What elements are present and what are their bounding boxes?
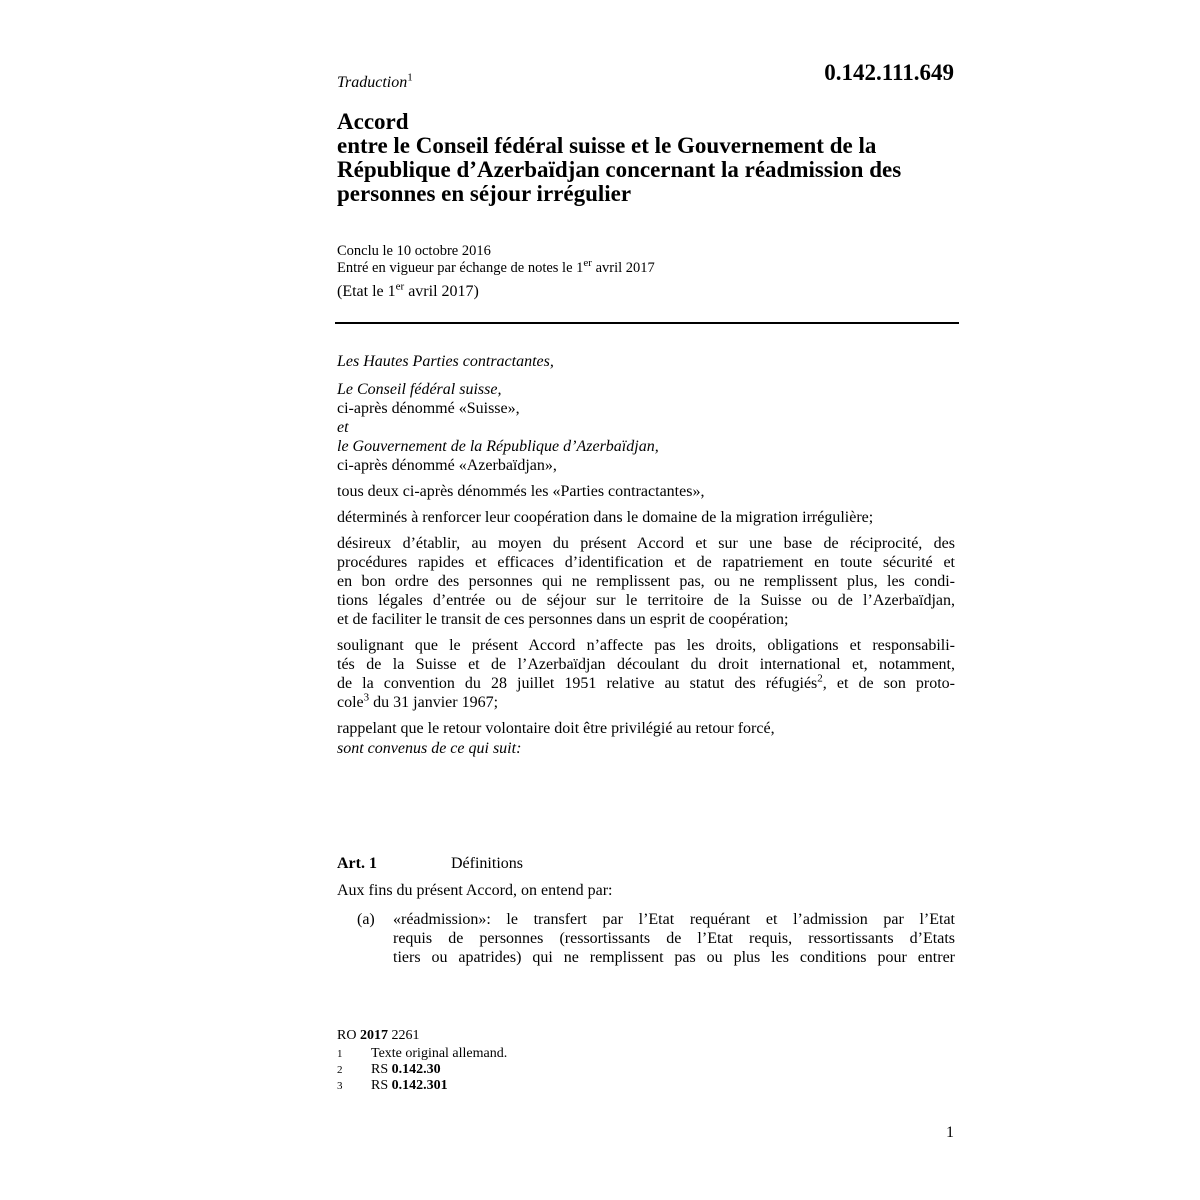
text-segment: cole — [337, 694, 364, 711]
status-suffix: avril 2017) — [404, 283, 479, 300]
article-intro: Aux fins du présent Accord, on entend par: — [337, 882, 613, 899]
title-line: Accord — [337, 109, 409, 134]
preamble-rappelant: rappelant que le retour volontaire doit être privilégié au retour forcé, — [337, 720, 775, 737]
ro-prefix: RO — [337, 1028, 360, 1043]
footnote-link[interactable]: 0.142.30 — [391, 1062, 441, 1077]
footnote-text: RS — [371, 1078, 392, 1093]
preamble-soulignant — [337, 636, 955, 712]
party-azerbaijan-definition: ci-après dénommé «Azerbaïdjan», — [337, 457, 557, 474]
preamble-contracting-parties: tous deux ci-après dénommés les «Parties contractantes», — [337, 483, 705, 500]
footnote-3 — [337, 1079, 448, 1093]
item-marker: (a) — [357, 911, 375, 928]
definition-item — [357, 910, 955, 967]
text-line — [337, 674, 955, 693]
preamble-parties-block — [337, 380, 955, 475]
text-segment: de la convention du 28 juillet 1951 relative au statut des réfugiés — [337, 675, 818, 692]
item-text — [393, 910, 955, 967]
text-line: requis de personnes (ressortissants de l’Etat requis, ressortissants d’Etats — [393, 930, 955, 947]
text-line: désireux d’établir, au moyen du présent Accord et sur une base de réciprocité, des — [337, 535, 955, 552]
footnote-link[interactable]: 0.142.301 — [391, 1078, 448, 1093]
text-line: tiers ou apatrides) qui ne remplissent pas ou plus les conditions pour entrer — [393, 949, 955, 966]
entry-text: Entré en vigueur par échange de notes le 1 — [337, 260, 584, 276]
article-heading — [337, 855, 523, 873]
ro-year: 2017 — [359, 1028, 388, 1043]
footnote-ref-2[interactable]: 2 — [817, 672, 823, 685]
text-line: soulignant que le présent Accord n’affecte pas les droits, obligations et responsabili- — [337, 637, 955, 654]
entry-into-force — [337, 257, 655, 277]
text-line — [337, 693, 955, 712]
footnote-text: Texte original allemand. — [371, 1046, 508, 1061]
text-line: et de faciliter le transit de ces personnes dans un esprit de coopération; — [337, 611, 789, 628]
status-sup: er — [395, 280, 405, 293]
text-line: en bon ordre des personnes qui ne remplissent pas, ou ne remplissent plus, les condi- — [337, 573, 955, 590]
article-number: Art. 1 — [337, 855, 377, 872]
document-title — [337, 110, 957, 206]
footnote-2 — [337, 1063, 441, 1077]
translation-label-text: Traduction — [337, 74, 408, 91]
text-line: tés de la Suisse et de l’Azerbaïdjan découlant du droit international et, notamment, — [337, 656, 955, 673]
footnote-1 — [337, 1047, 507, 1061]
status-text: (Etat le 1 — [337, 283, 396, 300]
footnote-ref-3[interactable]: 3 — [363, 691, 370, 704]
title-line: République d’Azerbaïdjan concernant la réadmission des — [337, 157, 902, 182]
preamble-parties: Les Hautes Parties contractantes, — [337, 353, 554, 370]
conjunction-et: et — [337, 419, 349, 436]
footnote-ref-1[interactable]: 1 — [407, 71, 413, 84]
party-swiss-definition: ci-après dénommé «Suisse», — [337, 400, 520, 417]
sr-number: 0.142.111.649 — [824, 60, 954, 85]
footnote-number: 2 — [337, 1064, 343, 1076]
footnote-number: 1 — [337, 1048, 343, 1060]
page-number: 1 — [946, 1124, 954, 1141]
text-line: procédures rapides et efficaces d’identification et de rapatriement en toute sécurité et — [337, 554, 955, 571]
preamble-convenus: sont convenus de ce qui suit: — [337, 740, 522, 757]
footnote-text: RS — [371, 1062, 392, 1077]
text-line: tions légales d’entrée ou de séjour sur le territoire de la Suisse ou de l’Azerbaïdjan, — [337, 592, 955, 609]
translation-label — [337, 71, 413, 92]
text-line: «réadmission»: le transfert par l’Etat requérant et l’admission par l’Etat — [393, 911, 955, 928]
entry-suffix: avril 2017 — [591, 260, 655, 276]
preamble-desireux — [337, 534, 955, 629]
official-compilation-ref — [337, 1028, 419, 1044]
title-line: personnes en séjour irrégulier — [337, 181, 632, 206]
title-line: entre le Conseil fédéral suisse et le Gouvernement de la — [337, 133, 877, 158]
text-segment: , et de son proto- — [822, 675, 955, 692]
preamble — [337, 352, 955, 765]
entry-sup: er — [583, 257, 592, 270]
concluded-date: Conclu le 10 octobre 2016 — [337, 243, 491, 259]
status-date — [337, 280, 479, 301]
ro-page: 2261 — [387, 1028, 420, 1043]
preamble-determines: déterminés à renforcer leur coopération dans le domaine de la migration irrégulière; — [337, 509, 874, 526]
text-segment: du 31 janvier 1967; — [369, 694, 499, 711]
party-swiss: Le Conseil fédéral suisse, — [337, 381, 502, 398]
party-azerbaijan: le Gouvernement de la République d’Azerbaïdjan, — [337, 438, 659, 455]
footnote-number: 3 — [337, 1080, 343, 1092]
header-divider — [335, 322, 959, 324]
article-title: Définitions — [451, 855, 523, 872]
